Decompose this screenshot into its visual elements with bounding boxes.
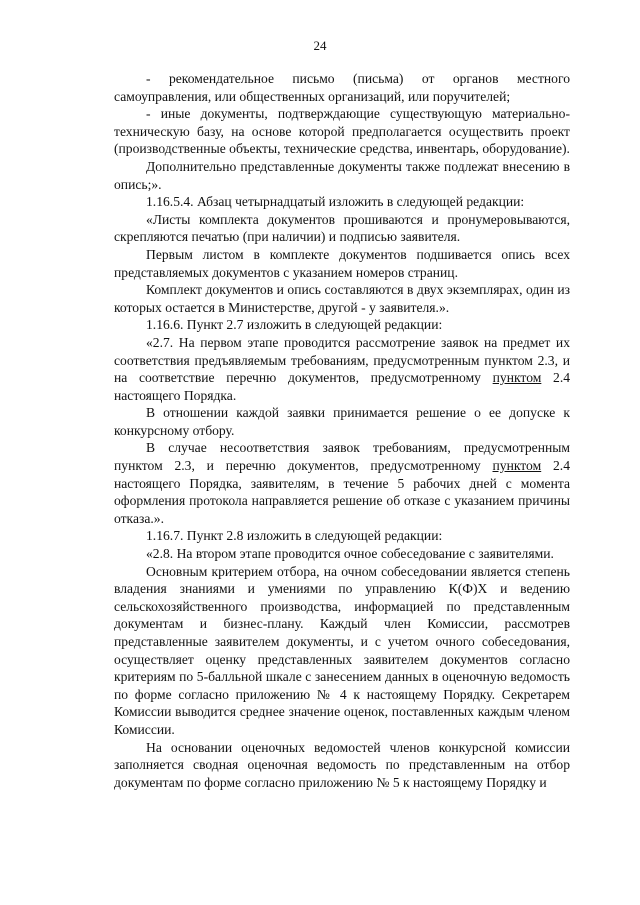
link-punkt[interactable]: пунктом — [492, 458, 542, 474]
paragraph-additional-documents: Дополнительно представленные документы также подлежат внесению в опись;». — [114, 158, 570, 192]
paragraph-clause-1-16-5-4: 1.16.5.4. Абзац четырнадцатый изложить в следующей редакции: — [146, 194, 525, 210]
paragraph-clause-1-16-6: 1.16.6. Пункт 2.7 изложить в следующей редакции: — [146, 317, 443, 333]
paragraph-main-criterion: Основным критерием отбора, на очном собеседовании является степень владения знаниями и умениями по управлению К(Ф)Х и ведению сельскохозяйственного производства, информацией по представленным документам и бизнес-плану. Каждый член Комиссии, рассмотрев представленные заявителем документы, и с учетом очного собеседования, осуществляет оценку представленных заявителем документов согласно критериям по 5-балльной шкале с занесением данных в оценочную ведомость по форме согласно приложению № 4 к настоящему Порядку. Секретарем Комиссии выводится среднее значение оценок, поставленных каждым членом Комиссии. — [114, 563, 570, 737]
paragraph-other-documents: - иные документы, подтверждающие существующую материально-техническую базу, на основе которой предполагается осуществить проект (производственные объекты, технические средства, инвентарь, оборудование). — [114, 106, 570, 157]
paragraph-summary-sheet: На основании оценочных ведомостей членов конкурсной комиссии заполняется сводная оценочная ведомость по представленным на отбор документам по форме согласно приложению № 5 к настоящему Порядку и — [114, 739, 570, 790]
paragraph-recommendation-letter: - рекомендательное письмо (письма) от органов местного самоуправления, или общественных организаций, или поручителей; — [114, 71, 570, 104]
paragraph-second-stage: «2.8. На втором этапе проводится очное собеседование с заявителями. — [146, 546, 554, 562]
page-number: 24 — [313, 38, 327, 53]
paragraph-first-sheet-inventory: Первым листом в комплекте документов подшивается опись всех представляемых документов с указанием номеров страниц. — [114, 246, 570, 280]
paragraph-two-copies: Комплект документов и опись составляются в двух экземплярах, один из которых остается в Министерстве, другой - у заявителя.». — [114, 282, 570, 315]
paragraph-sheets-stitched: «Листы комплекта документов прошиваются и пронумеровываются, скрепляются печатью (при наличии) и подписью заявителя. — [114, 211, 570, 245]
link-punkt[interactable]: пунктом — [492, 370, 542, 386]
document-body — [114, 70, 570, 791]
paragraph-admission-decision: В отношении каждой заявки принимается решение о ее допуске к конкурсному отбору. — [114, 405, 570, 438]
paragraph-clause-1-16-7: 1.16.7. Пункт 2.8 изложить в следующей редакции: — [146, 528, 443, 544]
paragraph-noncompliance: В случае несоответствия заявок требованиям, предусмотренным пунктом 2.3, и перечню документов, предусмотренному пунктом 2.4 настоящего Порядка, заявителям, в течение 5 рабочих дней с момента оформления протокола направляется решение об отказе с указанием причины отказа.». — [114, 440, 570, 526]
paragraph-first-stage: «2.7. На первом этапе проводится рассмотрение заявок на предмет их соответствия предъявляемым требованиям, предусмотренным пунктом 2.3, и на соответствие перечню документов, предусмотренному пунктом 2.4 настоящего Порядка. — [114, 334, 571, 403]
